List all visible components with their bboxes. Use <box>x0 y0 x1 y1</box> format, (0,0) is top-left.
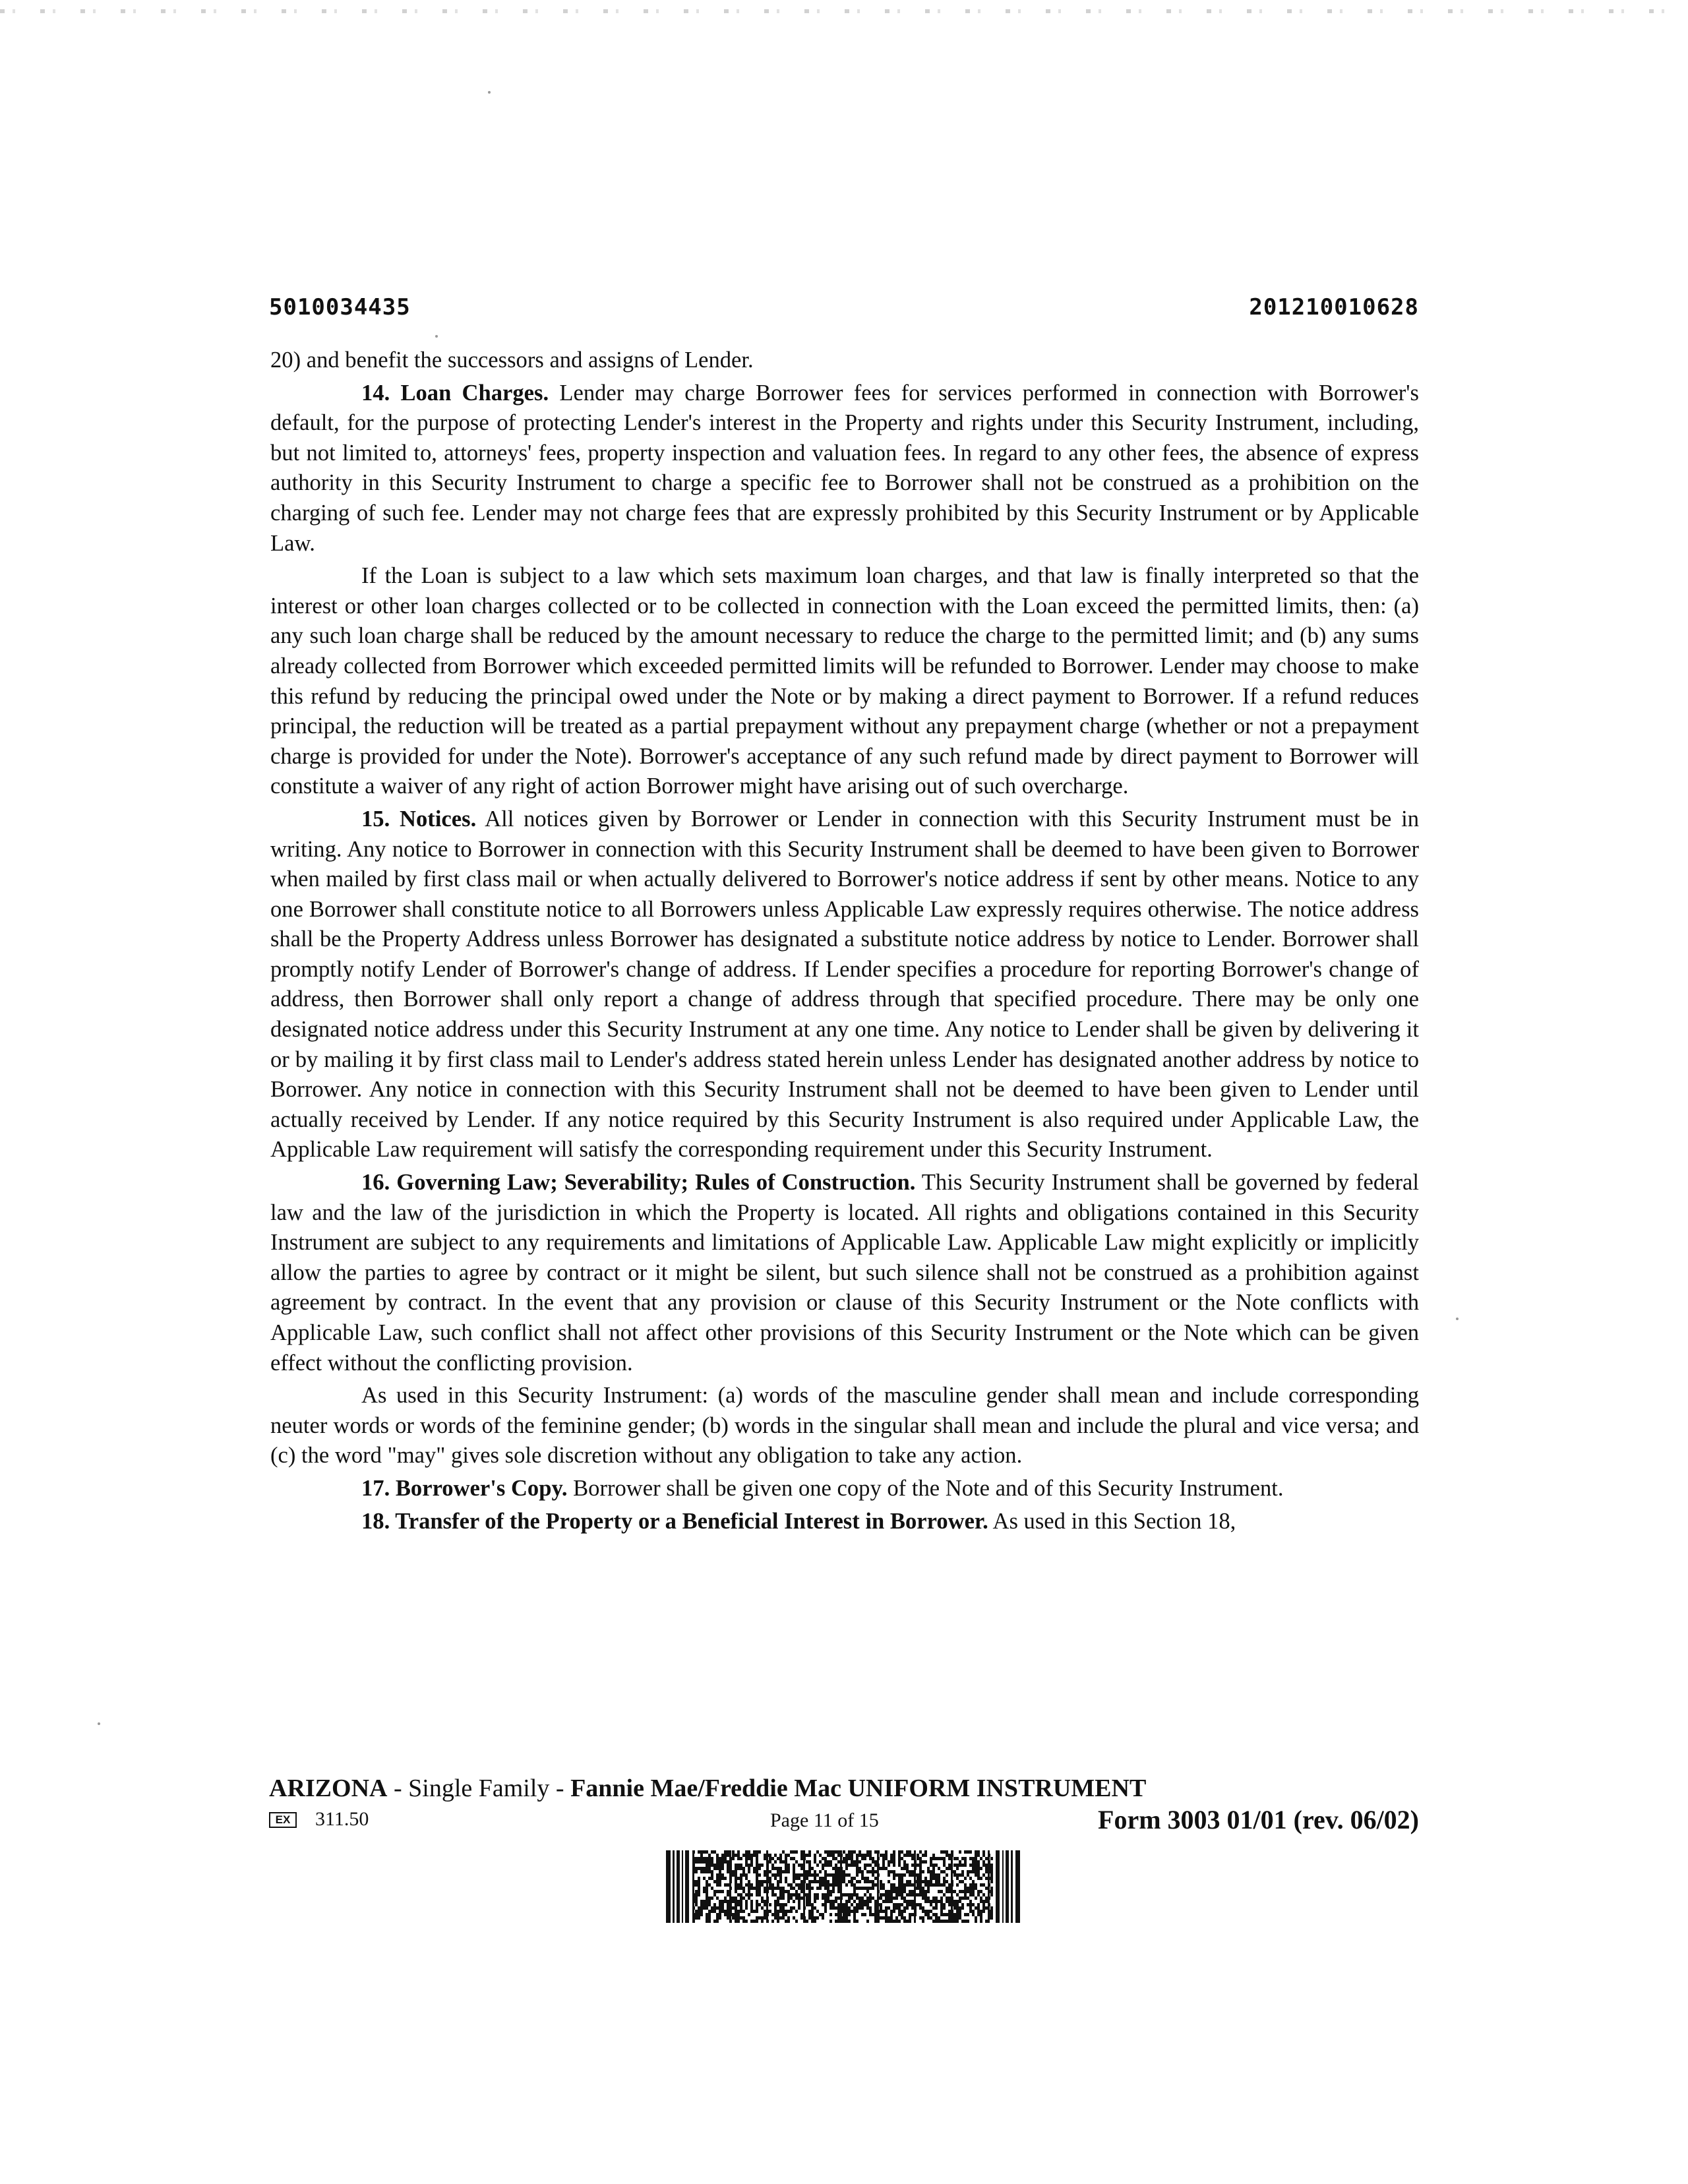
paragraph-text: 20) and benefit the successors and assigns of Lender. <box>270 348 754 373</box>
page-number: Page 11 of 15 <box>770 1809 879 1831</box>
paragraph-text: Borrower shall be given one copy of the Note and of this Security Instrument. <box>567 1475 1284 1501</box>
scan-speck <box>98 1722 100 1725</box>
paragraph <box>270 346 1419 376</box>
scan-speck <box>1456 1318 1459 1320</box>
footer-state: ARIZONA <box>269 1774 388 1802</box>
scan-artifact <box>0 9 1688 13</box>
document-number: 201210010628 <box>1249 294 1419 320</box>
paragraph <box>270 804 1419 1165</box>
paragraph <box>270 1381 1419 1471</box>
document-body <box>270 346 1419 1536</box>
paragraph-text: As used in this Section 18, <box>988 1508 1236 1534</box>
ellie-mae-logo: EX <box>269 1812 297 1828</box>
paragraph <box>270 1168 1419 1378</box>
paragraph-text: If the Loan is subject to a law which sets maximum loan charges, and that law is finally interpreted so that the interest or other loan charges collected or to be collected in connection with the Loan exceed the permitted limits, then: (a) any such loan charge shall be reduced by the amount necessary to reduce the charge to the permitted limit; and (b) any sums already collected from Borrower which exceeded permitted limits will be refunded to Borrower. Lender may choose to make this refund by reducing the principal owed under the Note or by making a direct payment to Borrower. If a refund reduces principal, the reduction will be treated as a partial prepayment without any prepayment charge (whether or not a prepayment charge is provided for under the Note). Borrower's acceptance of any such refund made by direct payment to Borrower will constitute a waiver of any right of action Borrower might have arising out of such overcharge. <box>270 563 1419 799</box>
form-code: 311.50 <box>315 1808 369 1830</box>
footer-separator: - Single Family - <box>387 1774 571 1802</box>
paragraph <box>270 561 1419 802</box>
loan-number: 5010034435 <box>269 294 411 320</box>
scan-speck <box>435 335 438 338</box>
section-heading: 17. Borrower's Copy. <box>361 1475 568 1501</box>
paragraph-text: As used in this Security Instrument: (a) words of the masculine gender shall mean and include corresponding neuter words or words of the feminine gender; (b) words in the singular shall mean and include the plural and vice versa; and (c) the word "may" gives sole discretion without any obligation to take any action. <box>270 1383 1419 1469</box>
scan-speck <box>488 91 491 94</box>
paragraph-text: This Security Instrument shall be governed by federal law and the law of the jurisdiction in which the Property is located. All rights and obligations contained in this Security Instrument are subject to any requirements and limitations of Applicable Law. Applicable Law might explicitly or implicitly allow the parties to agree by contract or it might be silent, but such silence shall not be construed as a prohibition against agreement by contract. In the event that any provision or clause of this Security Instrument or the Note conflicts with Applicable Law, such conflict shall not affect other provisions of this Security Instrument or the Note which can be given effect without the conflicting provision. <box>270 1170 1419 1376</box>
footer-form-title <box>269 1774 1146 1803</box>
paragraph-text: All notices given by Borrower or Lender in connection with this Security Instrument must be in writing. Any notice to Borrower in connection with this Security Instrument shall be deemed to have been given to Borrower when mailed by first class mail or when actually delivered to Borrower's notice address if sent by other means. Notice to any one Borrower shall constitute notice to all Borrowers unless Applicable Law expressly requires otherwise. The notice address shall be the Property Address unless Borrower has designated a substitute notice address by notice to Lender. Borrower shall promptly notify Lender of Borrower's change of address. If Lender specifies a procedure for reporting Borrower's change of address, then Borrower shall only report a change of address through that specified procedure. There may be only one designated notice address under this Security Instrument at any one time. Any notice to Lender shall be given by delivering it or by mailing it by first class mail to Lender's address stated herein unless Lender has designated another address by notice to Borrower. Any notice in connection with this Security Instrument shall not be deemed to have been given to Lender until actually received by Lender. If any notice required by this Security Instrument is also required under Applicable Law, the Applicable Law requirement will satisfy the corresponding requirement under this Security Instrument. <box>270 806 1419 1163</box>
paragraph <box>270 1474 1419 1504</box>
form-identifier: Form 3003 01/01 (rev. 06/02) <box>1098 1805 1419 1835</box>
paragraph-text: Lender may charge Borrower fees for services performed in connection with Borrower's default, for the purpose of protecting Lender's interest in the Property and rights under this Security Instrument, including, but not limited to, attorneys' fees, property inspection and valuation fees. In regard to any other fees, the absence of express authority in this Security Instrument to charge a specific fee to Borrower shall not be construed as a prohibition on the charging of such fee. Lender may not charge fees that are expressly prohibited by this Security Instrument or by Applicable Law. <box>270 380 1419 556</box>
document-barcode <box>666 1850 1021 1923</box>
section-heading: 15. Notices. <box>361 806 477 832</box>
paragraph <box>270 1507 1419 1537</box>
footer-row <box>269 1807 1419 1837</box>
section-heading: 18. Transfer of the Property or a Beneficial Interest in Borrower. <box>361 1508 988 1534</box>
paragraph <box>270 379 1419 559</box>
section-heading: 16. Governing Law; Severability; Rules of Construction. <box>361 1170 916 1196</box>
footer-instrument: Fannie Mae/Freddie Mac UNIFORM INSTRUMENT <box>570 1774 1147 1802</box>
section-heading: 14. Loan Charges. <box>361 380 549 406</box>
